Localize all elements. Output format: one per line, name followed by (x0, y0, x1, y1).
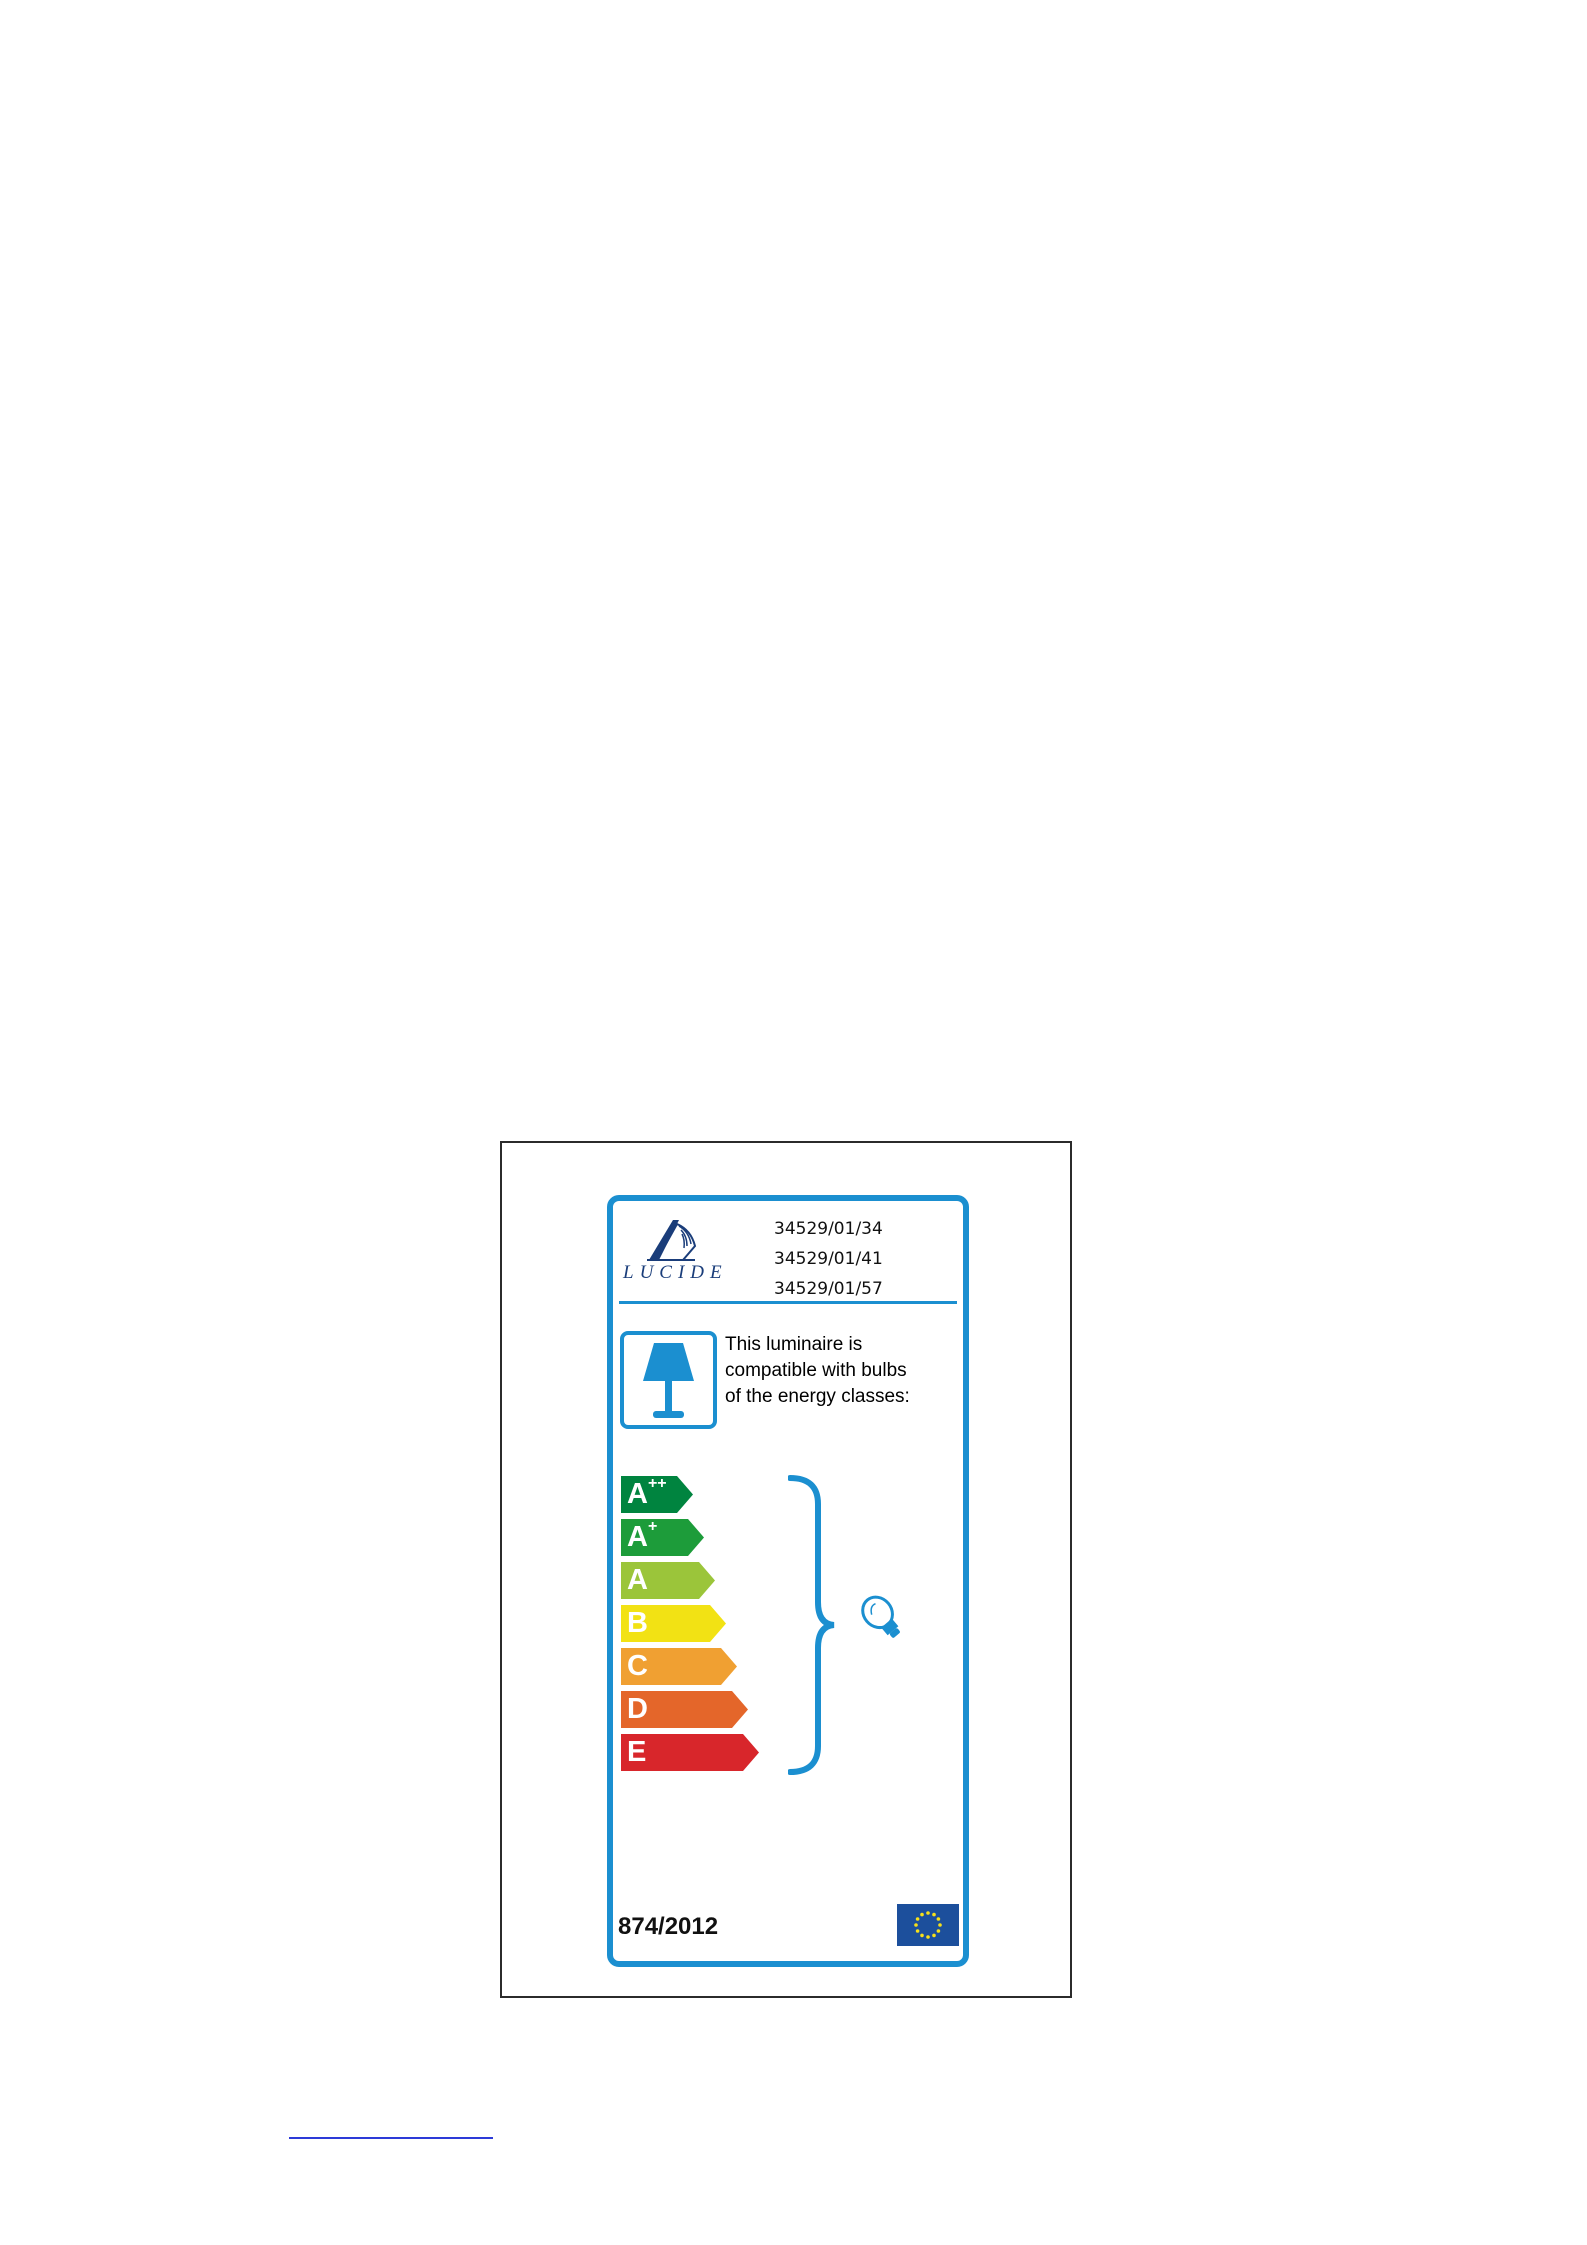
regulation-number: 874/2012 (618, 1913, 719, 1940)
energy-class-letter: E (627, 1736, 647, 1768)
eu-star (920, 1934, 924, 1938)
compat-line: of the energy classes: (725, 1386, 910, 1407)
product-code: 34529/01/34 (774, 1219, 883, 1239)
energy-class-d (621, 1691, 761, 1728)
compatibility-text (725, 1332, 945, 1410)
eu-star (926, 1911, 930, 1915)
energy-class-scale (621, 1476, 761, 1777)
eu-stars (897, 1904, 959, 1946)
compat-line: compatible with bulbs (725, 1360, 907, 1381)
lucide-fan-logo-icon (621, 1216, 721, 1264)
energy-class-letter: D (627, 1693, 648, 1725)
eu-star (932, 1913, 936, 1917)
eu-star (937, 1917, 941, 1921)
energy-class-c (621, 1648, 761, 1685)
energy-class-plus: + (647, 1518, 658, 1535)
header-divider (619, 1301, 957, 1304)
brand-name: LUCIDE (623, 1262, 728, 1283)
right-brace (788, 1474, 838, 1776)
eu-star (937, 1929, 941, 1933)
energy-class-b (621, 1605, 761, 1642)
energy-class-letter: A++ (627, 1475, 667, 1510)
eu-flag-icon (897, 1904, 959, 1946)
product-codes (774, 1214, 883, 1304)
eu-star (914, 1923, 918, 1927)
eu-star (916, 1917, 920, 1921)
eu-star (938, 1923, 942, 1927)
table-lamp-icon (624, 1335, 713, 1425)
energy-class-e (621, 1734, 761, 1771)
energy-label (607, 1195, 969, 1967)
energy-class-letter: A+ (627, 1518, 658, 1553)
energy-class-a (621, 1562, 761, 1599)
energy-class-aplusplus (621, 1476, 761, 1513)
compat-line: This luminaire is (725, 1334, 863, 1355)
eu-star (920, 1913, 924, 1917)
energy-class-aplus (621, 1519, 761, 1556)
footer-link-underline[interactable] (289, 2137, 493, 2139)
eu-star (932, 1934, 936, 1938)
eu-star (926, 1935, 930, 1939)
product-code: 34529/01/57 (774, 1279, 883, 1299)
table-lamp-icon-box (620, 1331, 717, 1429)
energy-class-plus: ++ (647, 1475, 667, 1492)
product-code: 34529/01/41 (774, 1249, 883, 1269)
energy-class-letter: C (627, 1650, 648, 1682)
light-bulb-icon (854, 1590, 914, 1650)
eu-star (916, 1929, 920, 1933)
energy-class-letter: A (627, 1564, 648, 1596)
lucide-logo (621, 1216, 728, 1286)
energy-class-letter: B (627, 1607, 648, 1639)
